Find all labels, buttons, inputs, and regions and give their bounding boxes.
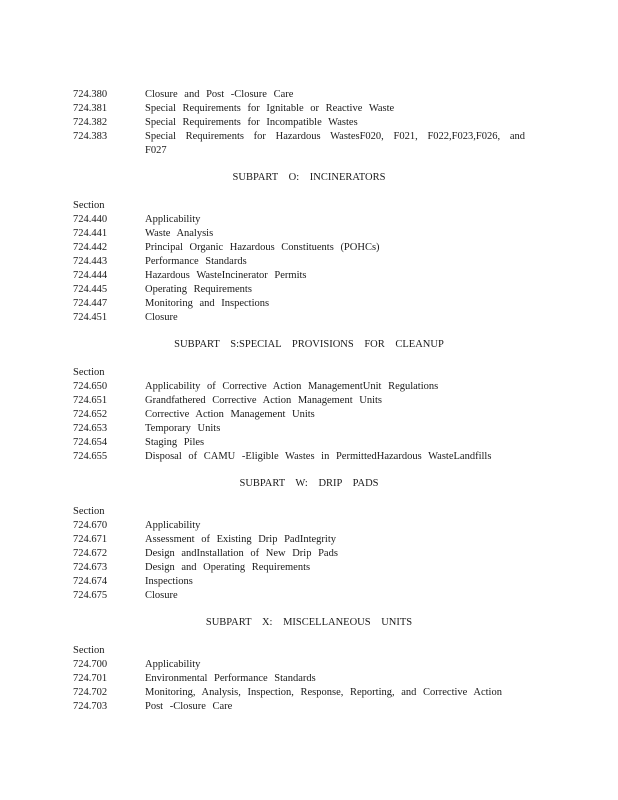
section-title: Monitoring, Analysis, Inspection, Response, Reporting, and Corrective Action xyxy=(145,687,502,698)
section-entry xyxy=(0,227,618,241)
section-title: Special Requirements for Hazardous WastesF020, F021, F022,F023,F026, and F027 xyxy=(145,131,525,156)
section-number: 724.674 xyxy=(73,576,108,587)
section-number: 724.445 xyxy=(73,284,108,295)
section-list xyxy=(0,519,618,603)
section-title: Performance Standards xyxy=(145,256,247,267)
section-number: 724.382 xyxy=(73,117,108,128)
section-number: 724.447 xyxy=(73,298,108,309)
section-number: 724.703 xyxy=(73,701,108,712)
subpart-heading: SUBPART W: DRIP PADS xyxy=(239,478,379,489)
section-entry xyxy=(0,658,618,672)
section-number: 724.652 xyxy=(73,409,108,420)
section-number: 724.675 xyxy=(73,590,108,601)
section-title: Post -Closure Care xyxy=(145,701,233,712)
section-title: Environmental Performance Standards xyxy=(145,673,316,684)
section-entry xyxy=(0,213,618,227)
section-title: Inspections xyxy=(145,576,193,587)
section-title: Grandfathered Corrective Action Management Units xyxy=(145,395,383,406)
section-entry xyxy=(0,408,618,422)
section-title: Disposal of CAMU -Eligible Wastes in PermittedHazardous WasteLandfills xyxy=(145,451,492,462)
section-entry xyxy=(0,88,618,102)
section-number: 724.670 xyxy=(73,520,108,531)
section-entry xyxy=(0,380,618,394)
section-label: Section xyxy=(73,645,105,656)
section-number: 724.654 xyxy=(73,437,108,448)
section-title: Closure xyxy=(145,590,178,601)
section-entry xyxy=(0,686,618,700)
section-number: 724.380 xyxy=(73,89,108,100)
section-title: Closure and Post -Closure Care xyxy=(145,89,294,100)
section-entry xyxy=(0,394,618,408)
section-number: 724.383 xyxy=(73,131,108,142)
section-label: Section xyxy=(73,506,105,517)
section-entry xyxy=(0,450,618,464)
section-title: Corrective Action Management Units xyxy=(145,409,315,420)
section-entry xyxy=(0,533,618,547)
section-number: 724.440 xyxy=(73,214,108,225)
section-number: 724.651 xyxy=(73,395,108,406)
section-title: Operating Requirements xyxy=(145,284,252,295)
section-label: Section xyxy=(73,367,105,378)
section-number: 724.700 xyxy=(73,659,108,670)
section-label: Section xyxy=(73,200,105,211)
section-title: Assessment of Existing Drip PadIntegrity xyxy=(145,534,336,545)
section-number: 724.655 xyxy=(73,451,108,462)
section-title: Applicability of Corrective Action ManagementUnit Regulations xyxy=(145,381,439,392)
section-entry xyxy=(0,283,618,297)
section-title: Hazardous WasteIncinerator Permits xyxy=(145,270,307,281)
section-title: Applicability xyxy=(145,659,201,670)
subpart-heading: SUBPART S:SPECIAL PROVISIONS FOR CLEANUP xyxy=(174,339,444,350)
section-title: Waste Analysis xyxy=(145,228,214,239)
section-list xyxy=(0,658,618,714)
section-number: 724.653 xyxy=(73,423,108,434)
section-title: Special Requirements for Incompatible Wastes xyxy=(145,117,358,128)
section-number: 724.671 xyxy=(73,534,108,545)
section-entry xyxy=(0,116,618,130)
section-title: Design and Operating Requirements xyxy=(145,562,311,573)
subpart-heading: SUBPART X: MISCELLANEOUS UNITS xyxy=(205,617,413,628)
section-entry xyxy=(0,575,618,589)
section-entry xyxy=(0,241,618,255)
section-title: Design andInstallation of New Drip Pads xyxy=(145,548,338,559)
section-entry xyxy=(0,422,618,436)
section-entry xyxy=(0,297,618,311)
section-number: 724.381 xyxy=(73,103,108,114)
section-entry xyxy=(0,255,618,269)
section-entry xyxy=(0,311,618,325)
section-number: 724.441 xyxy=(73,228,108,239)
section-title: Special Requirements for Ignitable or Reactive Waste xyxy=(145,103,395,114)
section-entry xyxy=(0,700,618,714)
section-number: 724.673 xyxy=(73,562,108,573)
section-number: 724.443 xyxy=(73,256,108,267)
section-title: Applicability xyxy=(145,520,201,531)
section-number: 724.702 xyxy=(73,687,108,698)
section-title: Temporary Units xyxy=(145,423,221,434)
section-entry xyxy=(0,102,618,116)
section-title: Staging Piles xyxy=(145,437,205,448)
section-number: 724.650 xyxy=(73,381,108,392)
section-entry xyxy=(0,672,618,686)
section-entry xyxy=(0,436,618,450)
section-entry xyxy=(0,589,618,603)
section-list xyxy=(0,380,618,464)
section-entry xyxy=(0,561,618,575)
section-title: Principal Organic Hazardous Constituents (POHCs) xyxy=(145,242,380,253)
section-entry xyxy=(0,269,618,283)
section-title: Monitoring and Inspections xyxy=(145,298,270,309)
section-entry xyxy=(0,519,618,533)
section-number: 724.672 xyxy=(73,548,108,559)
section-number: 724.701 xyxy=(73,673,108,684)
subpart-heading: SUBPART O: INCINERATORS xyxy=(232,172,386,183)
section-title: Closure xyxy=(145,312,178,323)
section-entry xyxy=(0,130,618,158)
section-list xyxy=(0,88,618,158)
section-number: 724.451 xyxy=(73,312,108,323)
section-entry xyxy=(0,547,618,561)
section-number: 724.442 xyxy=(73,242,108,253)
section-title: Applicability xyxy=(145,214,201,225)
section-list xyxy=(0,213,618,325)
section-number: 724.444 xyxy=(73,270,108,281)
